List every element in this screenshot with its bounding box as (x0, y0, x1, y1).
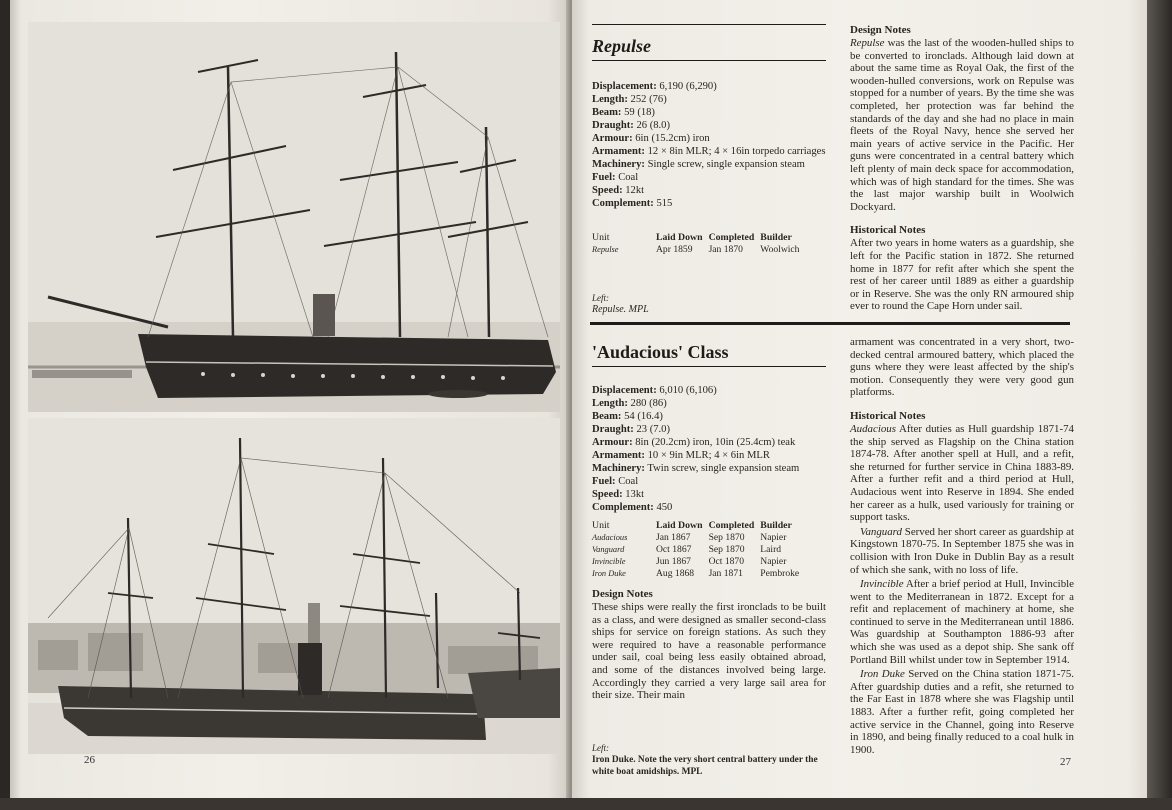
spec-line: Armour: 8in (20.2cm) iron, 10in (25.4cm) teak (592, 437, 796, 448)
left-page (10, 0, 570, 800)
table-header: Completed (708, 232, 755, 243)
spec-line: Armament: 12 × 8in MLR; 4 × 16in torpedo carriages (592, 146, 826, 157)
table-cell: Iron Duke (592, 569, 626, 578)
iron-duke-caption (592, 742, 826, 778)
table-header: Builder (760, 232, 792, 243)
spec-line: Machinery: Twin screw, single expansion steam (592, 463, 800, 474)
table-header: Unit (592, 232, 610, 243)
history-entry: Audacious After duties as Hull guardship 1871-74 the ship served as Flagship on the China station 1874-78. After another spell at Hull, and a refit, she returned for further service in China 1883-89. After a further refit and a third period at Hull, Audacious went into Reserve in 1894. She ended her career as a hulk, used variously for training or support tasks. (850, 422, 1074, 524)
spec-line: Fuel: Coal (592, 476, 639, 487)
spec-line: Machinery: Single screw, single expansion steam (592, 159, 805, 170)
table-cell: Laird (760, 544, 782, 555)
photo-repulse (28, 22, 560, 412)
repulse-caption (592, 292, 649, 316)
table-header: Completed (708, 520, 755, 531)
table-cell: Napier (760, 556, 787, 567)
table-cell: Jan 1870 (708, 244, 743, 255)
spec-line: Length: 252 (76) (592, 94, 667, 105)
spec-line: Speed: 13kt (592, 489, 645, 500)
table-cell: Oct 1870 (708, 556, 745, 567)
design-notes-text: Repulse was the last of the wooden-hulled ships to be converted to ironclads. Although laid down at about the same time as Royal Oak, the first of the wooden-hulled conversions, work on Repulse was stopped for a number of years. By the time she was completed, her protection was far behind the standards of the day and she had no place in main fleets of the Royal Navy, hence she served her main years of active service in the Pacific. Her guns were concentrated in a central battery which left plenty of main deck space for accommodation, which was of high standard for the times. She was the last major warship built in Woolwich Dockyard. (850, 37, 1074, 213)
historical-notes-heading: Historical Notes (850, 409, 926, 422)
spec-line: Length: 280 (86) (592, 398, 667, 409)
table-cell: Pembroke (760, 568, 800, 579)
right-page-number: 27 (1060, 756, 1071, 768)
repulse-top-rule (592, 24, 826, 25)
table-surface-edge (1147, 0, 1172, 810)
table-cell: Jan 1871 (708, 568, 743, 579)
table-row (592, 556, 805, 568)
table-header: Builder (760, 520, 792, 531)
table-cell: Vanguard (592, 545, 625, 554)
caption-label: Left: (592, 293, 609, 303)
left-page-number: 26 (84, 754, 95, 766)
design-notes-heading: Design Notes (592, 588, 653, 600)
table-row (592, 532, 805, 544)
table-row (592, 544, 805, 556)
table-cell: Audacious (592, 533, 628, 542)
spec-line: Fuel: Coal (592, 172, 639, 183)
spec-line: Draught: 26 (8.0) (592, 120, 670, 131)
spec-line: Beam: 59 (18) (592, 107, 655, 118)
spec-line: Complement: 515 (592, 198, 673, 209)
audacious-design-notes (592, 588, 826, 704)
photo-iron-duke (28, 418, 560, 754)
spec-line: Displacement: 6,010 (6,106) (592, 385, 717, 396)
spec-line: Armour: 6in (15.2cm) iron (592, 133, 710, 144)
repulse-title-rule (592, 60, 826, 61)
design-notes-continued: armament was concentrated in a very short, two-decked central armoured battery, which placed the guns where they were least affected by the ship's motion. Consequently they were very good gun platforms. (850, 336, 1074, 399)
table-row (592, 244, 805, 256)
table-cell: Invincible (592, 557, 626, 566)
table-cell: Jan 1867 (656, 532, 691, 543)
repulse-units-table (592, 232, 805, 256)
table-cell: Sep 1870 (708, 544, 745, 555)
design-notes-heading: Design Notes (850, 24, 911, 36)
table-cell: Jun 1867 (656, 556, 691, 567)
caption-text: Repulse. MPL (592, 304, 649, 315)
audacious-title: 'Audacious' Class (592, 342, 729, 362)
audacious-notes-column (850, 336, 1074, 758)
table-header: Laid Down (656, 520, 703, 531)
book-spread (10, 0, 1160, 800)
history-entry: Vanguard Served her short career as guardship at Kingstown 1870-75. In September 1875 she was in collision with Iron Duke in Dublin Bay as a result of which she sank, with no loss of life. (850, 525, 1074, 576)
spec-line: Speed: 12kt (592, 185, 645, 196)
table-header: Laid Down (656, 232, 703, 243)
table-cell: Aug 1868 (656, 568, 695, 579)
table-cell: Napier (760, 532, 787, 543)
history-entry: Iron Duke Served on the China station 1871-75. After guardship duties and a refit, she returned to the Far East in 1878 where she was Flagship until 1883. After a further refit, going completed her active service in the Channel, going into Reserve in 1890, and being finally reduced to a coal hulk in 1900. (850, 668, 1074, 756)
section-divider (590, 322, 1070, 325)
historical-notes-heading: Historical Notes (850, 224, 926, 237)
table-cell: Woolwich (760, 244, 800, 255)
design-notes-text: These ships were really the first ironclads to be built as a class, and were designed as smaller second-class ships for service on foreign stations. As such they were required to have a reasonable performance under sail, coal being less easily obtained abroad, and some of the distances involved being large. Accordingly they carried a very large sail area for their size. Their main (592, 601, 826, 702)
spec-line: Beam: 54 (16.4) (592, 411, 663, 422)
right-page (572, 0, 1157, 800)
spec-line: Displacement: 6,190 (6,290) (592, 81, 717, 92)
spec-line: Draught: 23 (7.0) (592, 424, 670, 435)
table-cell: Apr 1859 (656, 244, 693, 255)
table-row (592, 568, 805, 580)
table-cell: Repulse (592, 245, 619, 254)
repulse-specs (592, 80, 832, 210)
repulse-notes-column (850, 24, 1074, 315)
table-surface-bottom (0, 798, 1172, 810)
table-header: Unit (592, 520, 610, 531)
repulse-title: Repulse (592, 36, 652, 56)
spec-line: Complement: 450 (592, 502, 673, 513)
caption-text: Iron Duke. Note the very short central battery under the white boat amidships. MPL (592, 755, 818, 777)
history-entry: Invincible After a brief period at Hull, Invincible went to the Mediterranean in 1872. Except for a refit and replacement of machinery at home, she continued to serve in the Mediterranean until 1886. Was guardship at Southampton 1886-93 after which she was used as a depot ship. She sank off Portland Bill whilst under tow in September 1914. (850, 578, 1074, 666)
table-cell: Oct 1867 (656, 544, 692, 555)
spec-line: Armament: 10 × 9in MLR; 4 × 6in MLR (592, 450, 770, 461)
audacious-title-rule (592, 366, 826, 367)
caption-label: Left: (592, 743, 609, 753)
audacious-specs (592, 384, 832, 514)
historical-notes-text: After two years in home waters as a guardship, she left for the Pacific station in 1872. She returned home in 1877 for refit after which she spent the rest of her career until 1889 as either a guardship or in Reserve. She was the only RN armoured ship ever to round the Cape Horn under sail. (850, 237, 1074, 313)
table-cell: Sep 1870 (708, 532, 745, 543)
audacious-units-table (592, 520, 805, 580)
